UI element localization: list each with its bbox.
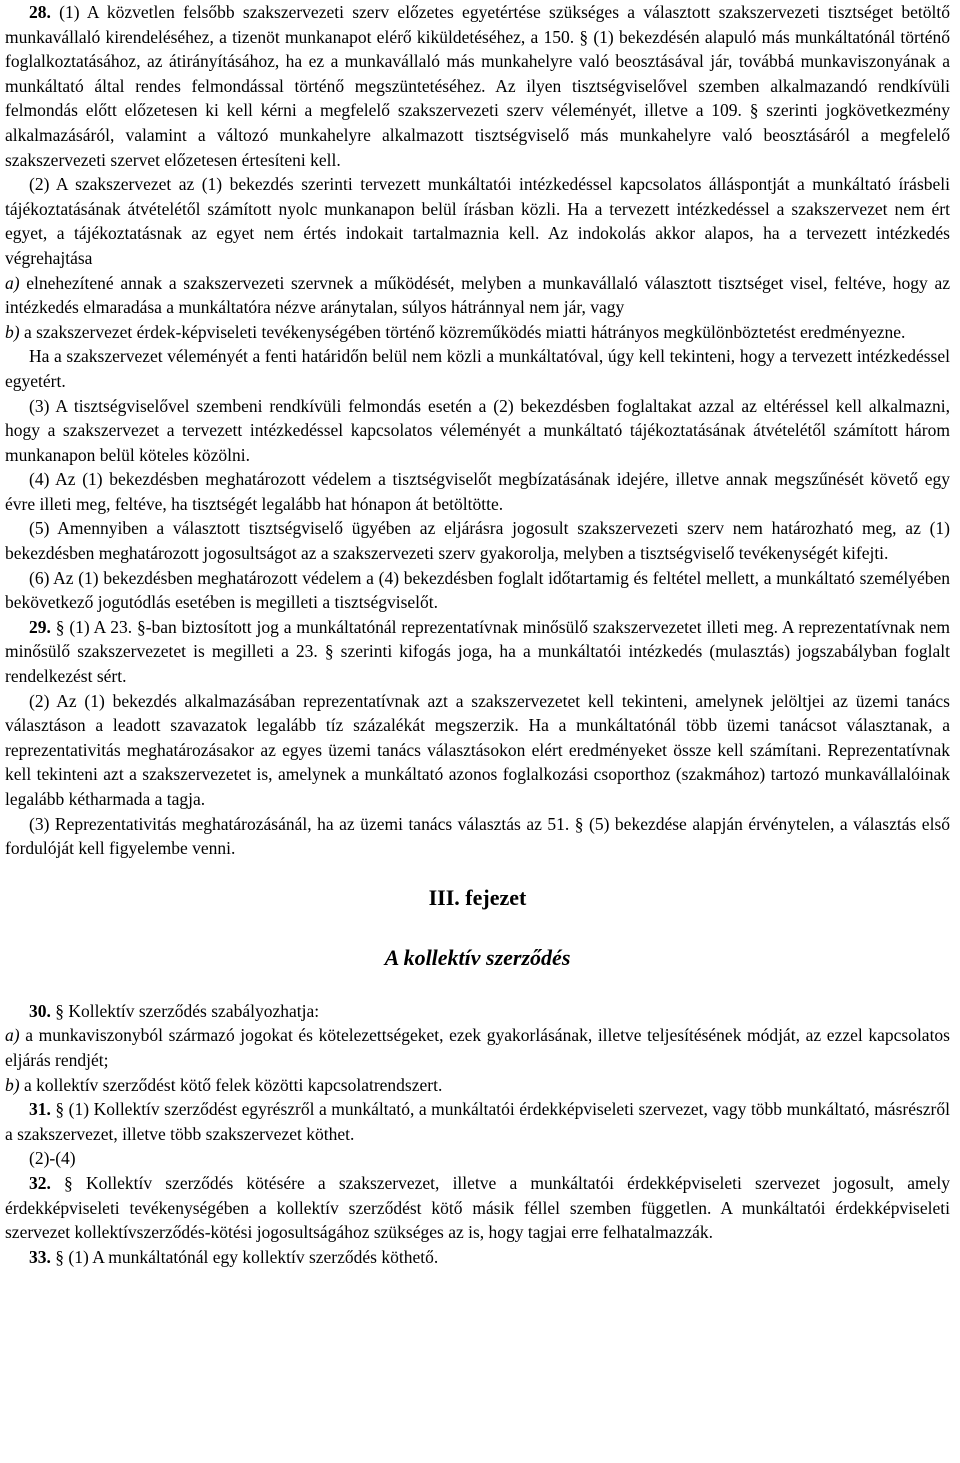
section-28-point-a: a) elnehezítené annak a szakszervezeti szervnek a működését, melyben a munkavállaló választott tisztséget visel, feltéve, hogy az intézkedés elmaradása a munkáltatóra nézve aránytalan, súlyos hátránnyal nem jár, vagy (5, 272, 950, 318)
point-label: a) (5, 272, 20, 293)
section-30-point-a: a) a munkaviszonyból származó jogokat és kötelezettségeket, ezek gyakorlásának, illetve teljesítésének módját, az ezzel kapcsolatos eljárás rendjét; (5, 1025, 950, 1070)
point-label: b) (5, 321, 20, 342)
section-28-point-b: b) a szakszervezet érdek-képviseleti tevékenységében történő közreműködés miatti hátrányos megkülönböztetést eredményezne. (5, 321, 906, 342)
section-31-paragraph-1: 31. § (1) Kollektív szerződést egyrészről a munkáltató, a munkáltatói érdekképviseleti szervezet, vagy több munkáltató, másrészről a szakszervezet, illetve több szakszervezet köthet. (5, 1099, 950, 1144)
section-28-paragraph-2: (2) A szakszervezet az (1) bekezdés szerinti tervezett munkáltatói intézkedéssel kapcsolatos álláspontját a munkáltató írásbeli tájékoztatásának átvételétől számított nyolc munkanapon belül írásban közli. Ha a tervezett intézkedéssel a szakszervezet nem ért egyet, a tájékoztatásnak az egyet nem értés indokait tartalmaznia kell. Az indokolás akkor alapos, ha a tervezett intézkedés végrehajtása (5, 174, 950, 268)
section-28-paragraph-4: (3) A tisztségviselővel szembeni rendkívüli felmondás esetén a (2) bekezdésben foglaltakat azzal az eltéréssel kell alkalmazni, hogy a szakszervezet a tervezett intézkedéssel kapcsolatos véleményét a munkáltató tájékoztatásának átvételétől számított három munkanapon belül köteles közölni. (5, 395, 950, 465)
chapter-number: III. fejezet (428, 884, 527, 910)
section-28-paragraph-1: 28. (1) A közvetlen felsőbb szakszervezeti szerv előzetes egyetértése szükséges a választott szakszervezeti tisztséget betöltő munkavállaló kirendeléséhez, a tizenöt munkanapot elérő kiküldetéséhez, a 150. § (1) bekezdésén alapuló más munkáltatónál történő foglalkoztatásához, az átirányításához, ha ez a munkavállaló más munkahelyre való beosztásával jár, továbbá munkaviszonyának a munkáltató által rendes felmondással történő megszüntetéséhez. Az ilyen tisztségviselővel szemben alkalmazandó rendkívüli felmondás előtt előzetesen ki kell kérni a megfelelő szakszervezeti szerv véleményét, illetve a 109. § szerinti jogkövetkezmény alkalmazásáról, valamint a változó munkahelyre alkalmazott tisztségviselő más munkahelyre való beosztásáról a megfelelő szakszervezeti szervet előzetesen értesíteni kell. (5, 2, 950, 170)
section-number: 30. (29, 1000, 51, 1021)
point-label: a) (5, 1025, 20, 1046)
section-28-paragraph-6: (5) Amennyiben a választott tisztségviselő ügyében az eljárásra jogosult szakszervezeti szerv nem határozható meg, az (1) bekezdésben meghatározott jogosultságot az a szakszervezeti szerv gyakorolja, melyben a tisztségviselő tevékenységét kifejti. (5, 518, 950, 564)
section-32-paragraph-1: 32. § Kollektív szerződés kötésére a szakszervezet, illetve a munkáltatói érdekképviseleti szervezet jogosult, amely érdekképviseleti tevékenységében a kollektív szerződést kötő másik féllel szemben független. A munkáltatói érdekképviseleti szervezet kollektívszerződés-kötési jogosultságához szükséges az is, hogy tagjai erre felhatalmazzák. (5, 1172, 950, 1243)
section-29-paragraph-1: 29. § (1) A 23. §-ban biztosított jog a munkáltatónál reprezentatívnak minősülő szakszervezetet illeti meg. A reprezentatívnak nem minősülő szakszervezetet is megilleti a 23. § szerinti kifogás joga, ha a munkáltatói intézkedés (mulasztás) jogszabályban foglalt rendelkezést sért. (5, 616, 950, 687)
section-33-paragraph-1: 33. § (1) A munkáltatónál egy kollektív szerződés köthető. (29, 1246, 439, 1267)
section-number: 31. (29, 1099, 51, 1120)
section-number: 29. (29, 616, 51, 637)
section-29-paragraph-3: (3) Reprezentativitás meghatározásánál, ha az üzemi tanács választás az 51. § (5) bekezdése alapján érvénytelen, a választás első fordulóját kell figyelembe venni. (5, 813, 950, 859)
section-28-paragraph-5: (4) Az (1) bekezdésben meghatározott védelem a tisztségviselőt megbízatásának idejére, illetve annak megszűnését követő egy évre illeti meg, feltéve, ha tisztségét legalább hat hónapon át betöltötte. (5, 469, 950, 514)
section-28-paragraph-3: Ha a szakszervezet véleményét a fenti határidőn belül nem közli a munkáltatóval, úgy kell tekinteni, hogy a tervezett intézkedéssel egyetért. (5, 346, 950, 391)
point-label: b) (5, 1074, 20, 1095)
chapter-title: A kollektív szerződés (384, 944, 571, 970)
section-number: 32. (29, 1172, 51, 1193)
section-29-paragraph-2: (2) Az (1) bekezdés alkalmazásában reprezentatívnak azt a szakszervezetet kell tekinteni, amelynek jelöltjei az üzemi tanács választáson a leadott szavazatok legalább tíz százalékát megszerzik. Ha a munkáltatónál több üzemi tanácsot választanak, a reprezentativitás meghatározásakor az egyes üzemi tanács választásokon elért eredményeket össze kell számítani. Reprezentatívnak kell tekinteni azt a szakszervezetet is, amelynek a munkáltató azonos foglalkozási csoporthoz (szakmához) tartozó munkavállalóinak legalább kétharmada a tagja. (5, 690, 950, 809)
section-number: 28. (29, 2, 51, 22)
section-28-paragraph-7: (6) Az (1) bekezdésben meghatározott védelem a (4) bekezdésben foglalt időtartamig és feltétel mellett, a munkáltató személyében bekövetkező jogutódlás esetében is megilleti a tisztségviselőt. (5, 567, 950, 613)
spacer (5, 861, 950, 883)
section-30-point-b: b) a kollektív szerződést kötő felek közötti kapcsolatrendszert. (5, 1074, 443, 1095)
section-number: 33. (29, 1246, 51, 1267)
section-30-paragraph-1: 30. § Kollektív szerződés szabályozhatja: (29, 1000, 320, 1021)
section-31-paragraph-2: (2)-(4) (29, 1148, 76, 1169)
